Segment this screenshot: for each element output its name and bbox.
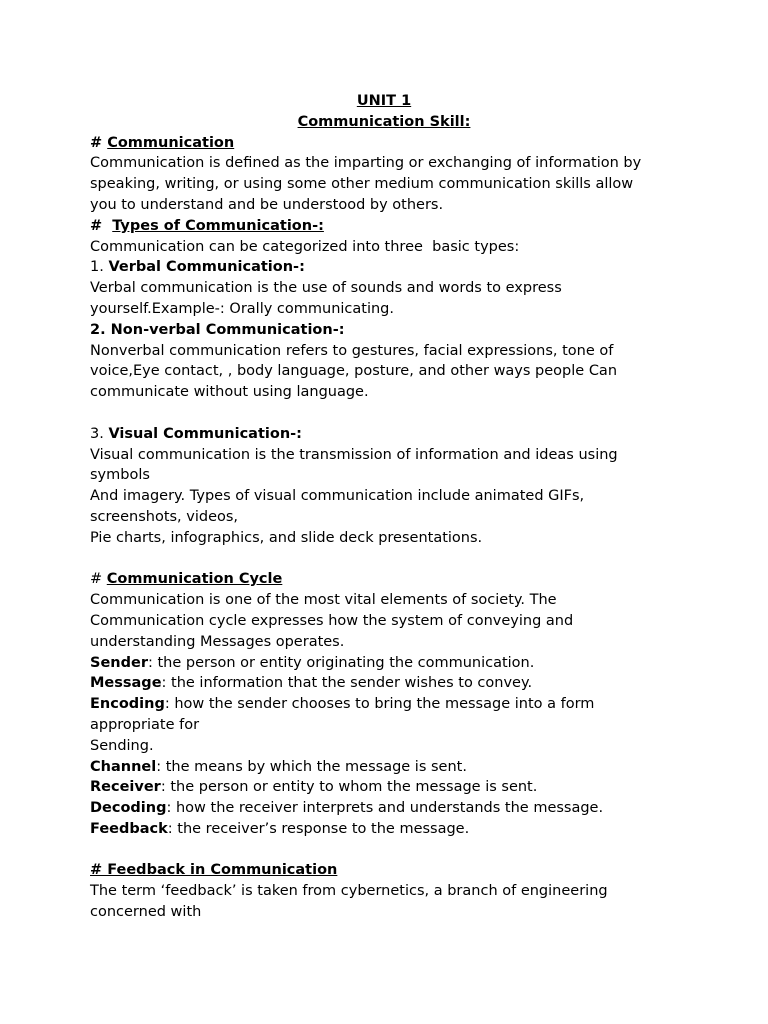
paragraph-line: screenshots, videos, (90, 508, 239, 525)
blank-line (90, 549, 680, 570)
paragraph-line: And imagery. Types of visual communication include animated GIFs, (90, 488, 585, 505)
section-heading-types (90, 216, 680, 237)
term-sender (90, 653, 680, 674)
term-receiver (90, 777, 680, 798)
paragraph-line: speaking, writing, or using some other medium communication skills allow (90, 176, 634, 193)
term-label: Encoding (90, 696, 165, 713)
term-definition: : how the receiver interprets and understands the message. (166, 800, 604, 817)
term-definition: : the person or entity originating the communication. (147, 654, 535, 671)
heading-text: Communication (107, 134, 235, 151)
paragraph-line: Communication is defined as the imparting or exchanging of information by (90, 155, 642, 172)
paragraph-line: you to understand and be understood by others. (90, 196, 444, 213)
paragraph-line: yourself.Example-: Orally communicating. (90, 300, 394, 317)
paragraph-line: symbols (90, 467, 150, 484)
term-label: Feedback (90, 820, 168, 837)
term-decoding (90, 798, 680, 819)
paragraph-line: understanding Messages operates. (90, 633, 345, 650)
heading-hash: # (90, 134, 108, 151)
term-channel (90, 757, 680, 778)
subject-title: Communication Skill: (297, 113, 471, 130)
paragraph-line: Verbal communication is the use of sounds and words to express (90, 280, 562, 297)
heading-text: Communication Cycle (106, 571, 283, 588)
term-label: Receiver (90, 779, 161, 796)
document-body (90, 91, 680, 923)
heading-hash: # (90, 217, 113, 234)
term-label: Decoding (90, 800, 167, 817)
paragraph-line: Pie charts, infographics, and slide deck presentations. (90, 529, 483, 546)
term-feedback (90, 819, 680, 840)
subheading-text: Visual Communication-: (108, 425, 302, 442)
subheading-text: Verbal Communication-: (108, 259, 305, 276)
term-definition: : the receiver’s response to the message. (167, 820, 470, 837)
paragraph-line: voice,Eye contact, , body language, posture, and other ways people Can (90, 363, 618, 380)
list-number: 3. (90, 425, 109, 442)
section-heading-cycle (90, 569, 680, 590)
list-number: 1. (90, 259, 109, 276)
paragraph-line: Visual communication is the transmission of information and ideas using (90, 446, 618, 463)
subheading-visual (90, 424, 680, 445)
blank-line (90, 403, 680, 424)
paragraph-line: The term ‘feedback’ is taken from cybernetics, a branch of engineering (90, 883, 608, 900)
term-label: Sender (90, 654, 148, 671)
subheading-verbal (90, 257, 680, 278)
subheading-nonverbal: 2. Non-verbal Communication-: (90, 321, 345, 338)
paragraph-line: Communication can be categorized into three basic types: (90, 238, 520, 255)
heading-hash: # (90, 571, 107, 588)
term-definition: : the means by which the message is sent. (156, 758, 467, 775)
paragraph-line: communicate without using language. (90, 384, 369, 401)
blank-line (90, 840, 680, 861)
unit-title: UNIT 1 (356, 93, 412, 109)
paragraph-line: concerned with (90, 904, 202, 921)
paragraph-line: appropriate for (90, 716, 200, 733)
term-label: Message (90, 675, 162, 692)
section-heading-feedback: # Feedback in Communication (90, 862, 338, 879)
paragraph-line: Sending. (90, 737, 154, 754)
term-definition: : the person or entity to whom the message is sent. (160, 779, 538, 796)
term-message (90, 673, 680, 694)
heading-text: Types of Communication-: (112, 217, 324, 234)
section-heading-communication (90, 133, 680, 154)
term-label: Channel (90, 758, 157, 775)
paragraph-line: Nonverbal communication refers to gestures, facial expressions, tone of (90, 342, 614, 359)
term-definition: : the information that the sender wishes to convey. (161, 675, 533, 692)
paragraph-line: Communication is one of the most vital elements of society. The (90, 592, 557, 609)
term-encoding (90, 694, 680, 715)
term-definition: : how the sender chooses to bring the message into a form (164, 696, 595, 713)
paragraph-line: Communication cycle expresses how the system of conveying and (90, 612, 574, 629)
